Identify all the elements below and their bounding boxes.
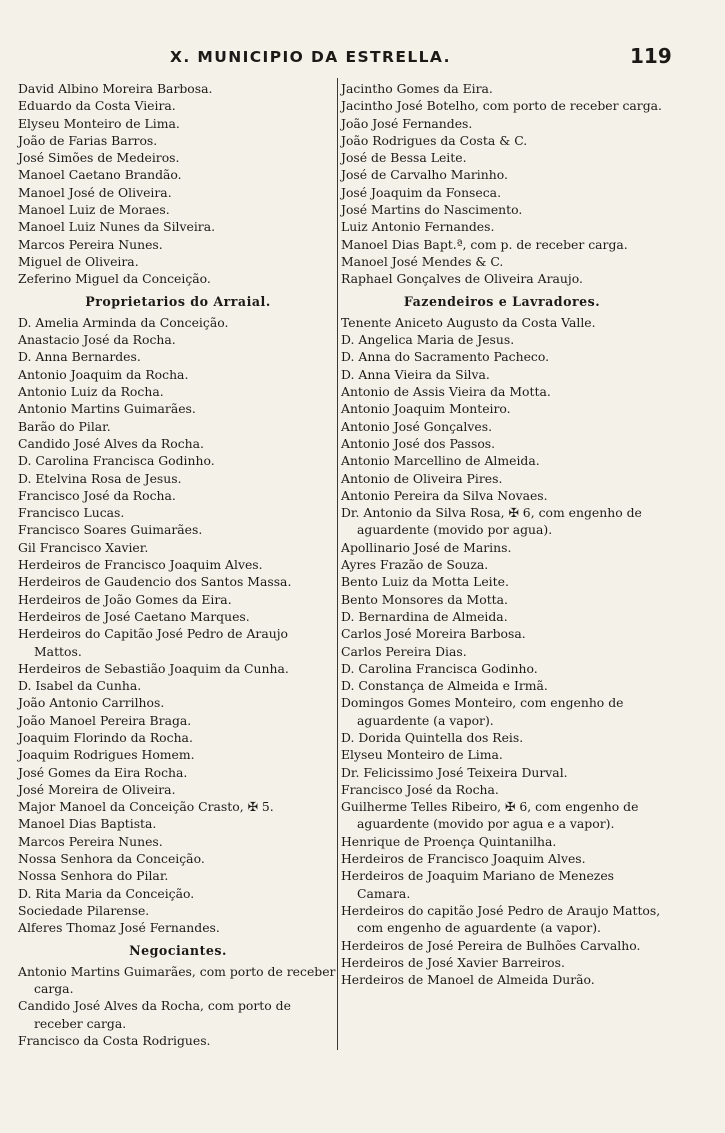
list-item: Nossa Senhora do Pilar. [18,868,169,884]
list-item: Manoel José Mendes & C. [341,253,504,269]
list-item: Domingos Gomes Monteiro, com engenho de aguardente (a vapor). [341,695,624,728]
list-item: D. Anna Vieira da Silva. [341,366,490,382]
left-column [18,80,338,1049]
list-item: José de Bessa Leite. [341,150,467,166]
list-item: Barão do Pilar. [18,418,111,434]
list-item: D. Amelia Arminda da Conceição. [18,314,229,330]
list-item: Manoel Luiz de Moraes. [18,202,170,218]
left-top-list [18,80,338,288]
list-item: Joaquim Rodrigues Homem. [18,747,195,763]
list-item: Bento Monsores da Motta. [341,591,508,607]
list-item: Jacintho José Botelho, com porto de receber carga. [341,98,662,114]
list-item: Antonio de Oliveira Pires. [341,470,503,486]
list-item: Anastacio José da Rocha. [18,332,176,348]
list-item: Antonio Martins Guimarães, com porto de receber carga. [18,963,336,997]
list-item: João de Farias Barros. [18,132,158,148]
list-item: D. Carolina Francisca Godinho. [18,453,215,469]
list-item: Antonio Martins Guimarães. [18,401,196,417]
list-item: Manoel José de Oliveira. [18,184,172,200]
list-item: Raphael Gonçalves de Oliveira Araujo. [341,271,583,287]
list-item: Jacintho Gomes da Eira. [341,81,493,96]
list-item: Herdeiros de Francisco Joaquim Alves. [18,557,263,573]
list-item: Herdeiros do Capitão José Pedro de Araujo Mattos. [18,626,288,659]
list-item: Tenente Aniceto Augusto da Costa Valle. [341,314,596,330]
proprietarios-list [18,314,338,937]
list-item: Luiz Antonio Fernandes. [341,219,495,235]
list-item: Candido José Alves da Rocha. [18,435,204,451]
list-item: Antonio Pereira da Silva Novaes. [341,487,548,503]
list-item: Herdeiros de Francisco Joaquim Alves. [341,851,586,867]
section-title-negociantes: Negociantes. [129,942,227,958]
list-item: Carlos Pereira Dias. [341,643,467,659]
list-item: José Martins do Nascimento. [341,202,523,218]
list-item: Herdeiros de João Gomes da Eira. [18,591,232,607]
list-item: José Moreira de Oliveira. [18,781,176,797]
list-item: João Antonio Carrilhos. [18,695,165,711]
list-item: Nossa Senhora da Conceição. [18,851,205,867]
fazendeiros-list [341,314,663,989]
list-item: Herdeiros de Joaquim Mariano de Menezes Camara. [341,868,615,901]
list-item: D. Dorida Quintella dos Reis. [341,729,524,745]
list-item: Candido José Alves da Rocha, com porto de receber carga. [18,998,291,1031]
list-item: Herdeiros de José Caetano Marques. [18,608,250,624]
list-item: Alferes Thomaz José Fernandes. [18,920,220,936]
list-item: Manoel Caetano Brandão. [18,167,182,183]
list-item: Manoel Dias Baptista. [18,816,157,832]
list-item: Herdeiros de Gaudencio dos Santos Massa. [18,574,292,590]
list-item: Antonio Joaquim Monteiro. [341,401,511,417]
list-item: D. Rita Maria da Conceição. [18,885,195,901]
list-item: Francisco Soares Guimarães. [18,522,203,538]
right-top-list [341,80,663,288]
list-item: Antonio José Gonçalves. [341,418,493,434]
list-item: José Simões de Medeiros. [18,150,180,166]
negociantes-list [18,963,338,1049]
list-item: Antonio Joaquim da Rocha. [18,366,189,382]
list-item: David Albino Moreira Barbosa. [18,81,213,96]
list-item: Dr. Antonio da Silva Rosa, ✠ 6, com engenho de aguardente (movido por agua). [341,505,642,538]
list-item: Ayres Frazão de Souza. [341,557,489,573]
list-item: Sociedade Pilarense. [18,902,150,918]
list-item: Herdeiros de Sebastião Joaquim da Cunha. [18,660,289,676]
list-item: D. Etelvina Rosa de Jesus. [18,470,182,486]
list-item: Antonio de Assis Vieira da Motta. [341,384,551,400]
section-title-proprietarios: Proprietarios do Arraial. [85,293,271,309]
list-item: João Manoel Pereira Braga. [18,712,192,728]
section-title-fazendeiros: Fazendeiros e Lavradores. [403,293,601,309]
list-item: Manoel Dias Bapt.ª, com p. de receber carga. [341,236,628,252]
list-item: D. Constança de Almeida e Irmã. [341,678,548,694]
list-item: Manoel Luiz Nunes da Silveira. [18,219,216,235]
list-item: D. Anna Bernardes. [18,349,141,365]
list-item: Joaquim Florindo da Rocha. [18,729,193,745]
list-item: Dr. Felicissimo José Teixeira Durval. [341,764,568,780]
list-item: José de Carvalho Marinho. [341,167,508,183]
list-item: Elyseu Monteiro de Lima. [341,747,503,763]
list-item: José Gomes da Eira Rocha. [18,764,188,780]
list-item: Apollinario José de Marins. [341,539,512,555]
list-item: José Joaquim da Fonseca. [341,184,502,200]
page-header [0,38,725,78]
list-item: D. Carolina Francisca Godinho. [341,660,538,676]
list-item: Marcos Pereira Nunes. [18,236,163,252]
list-item: Herdeiros de Manoel de Almeida Durão. [341,972,595,988]
list-item: Miguel de Oliveira. [18,253,139,269]
list-item: D. Angelica Maria de Jesus. [341,332,515,348]
list-item: Guilherme Telles Ribeiro, ✠ 6, com engenho de aguardente (movido por agua e a vapor). [341,799,639,832]
list-item: Francisco da Costa Rodrigues. [18,1033,211,1049]
list-item: Henrique de Proença Quintanilha. [341,833,557,849]
list-item: Antonio Luiz da Rocha. [18,384,164,400]
list-item: Bento Luiz da Motta Leite. [341,574,509,590]
list-item: Elyseu Monteiro de Lima. [18,115,180,131]
page-number: 119 [630,44,672,68]
list-item: Antonio Marcellino de Almeida. [341,453,540,469]
list-item: Herdeiros do capitão José Pedro de Araujo Mattos, com engenho de aguardente (a vapor). [341,902,661,936]
list-item: Carlos José Moreira Barbosa. [341,626,526,642]
right-column [341,80,663,988]
list-item: João José Fernandes. [341,115,473,131]
list-item: Gil Francisco Xavier. [18,539,149,555]
list-item: Zeferino Miguel da Conceição. [18,271,211,287]
list-item: Herdeiros de José Xavier Barreiros. [341,954,565,970]
list-item: Francisco José da Rocha. [341,781,499,797]
running-title: X. MUNICIPIO DA ESTRELLA. [170,48,451,66]
list-item: D. Isabel da Cunha. [18,678,142,694]
list-item: Marcos Pereira Nunes. [18,833,163,849]
list-item: Antonio José dos Passos. [341,435,496,451]
list-item: Francisco Lucas. [18,505,125,521]
list-item: Francisco José da Rocha. [18,487,176,503]
list-item: Major Manoel da Conceição Crasto, ✠ 5. [18,799,274,815]
list-item: Herdeiros de José Pereira de Bulhões Carvalho. [341,937,641,953]
list-item: Eduardo da Costa Vieira. [18,98,176,114]
list-item: D. Anna do Sacramento Pacheco. [341,349,550,365]
list-item: D. Bernardina de Almeida. [341,608,508,624]
list-item: João Rodrigues da Costa & C. [341,132,528,148]
